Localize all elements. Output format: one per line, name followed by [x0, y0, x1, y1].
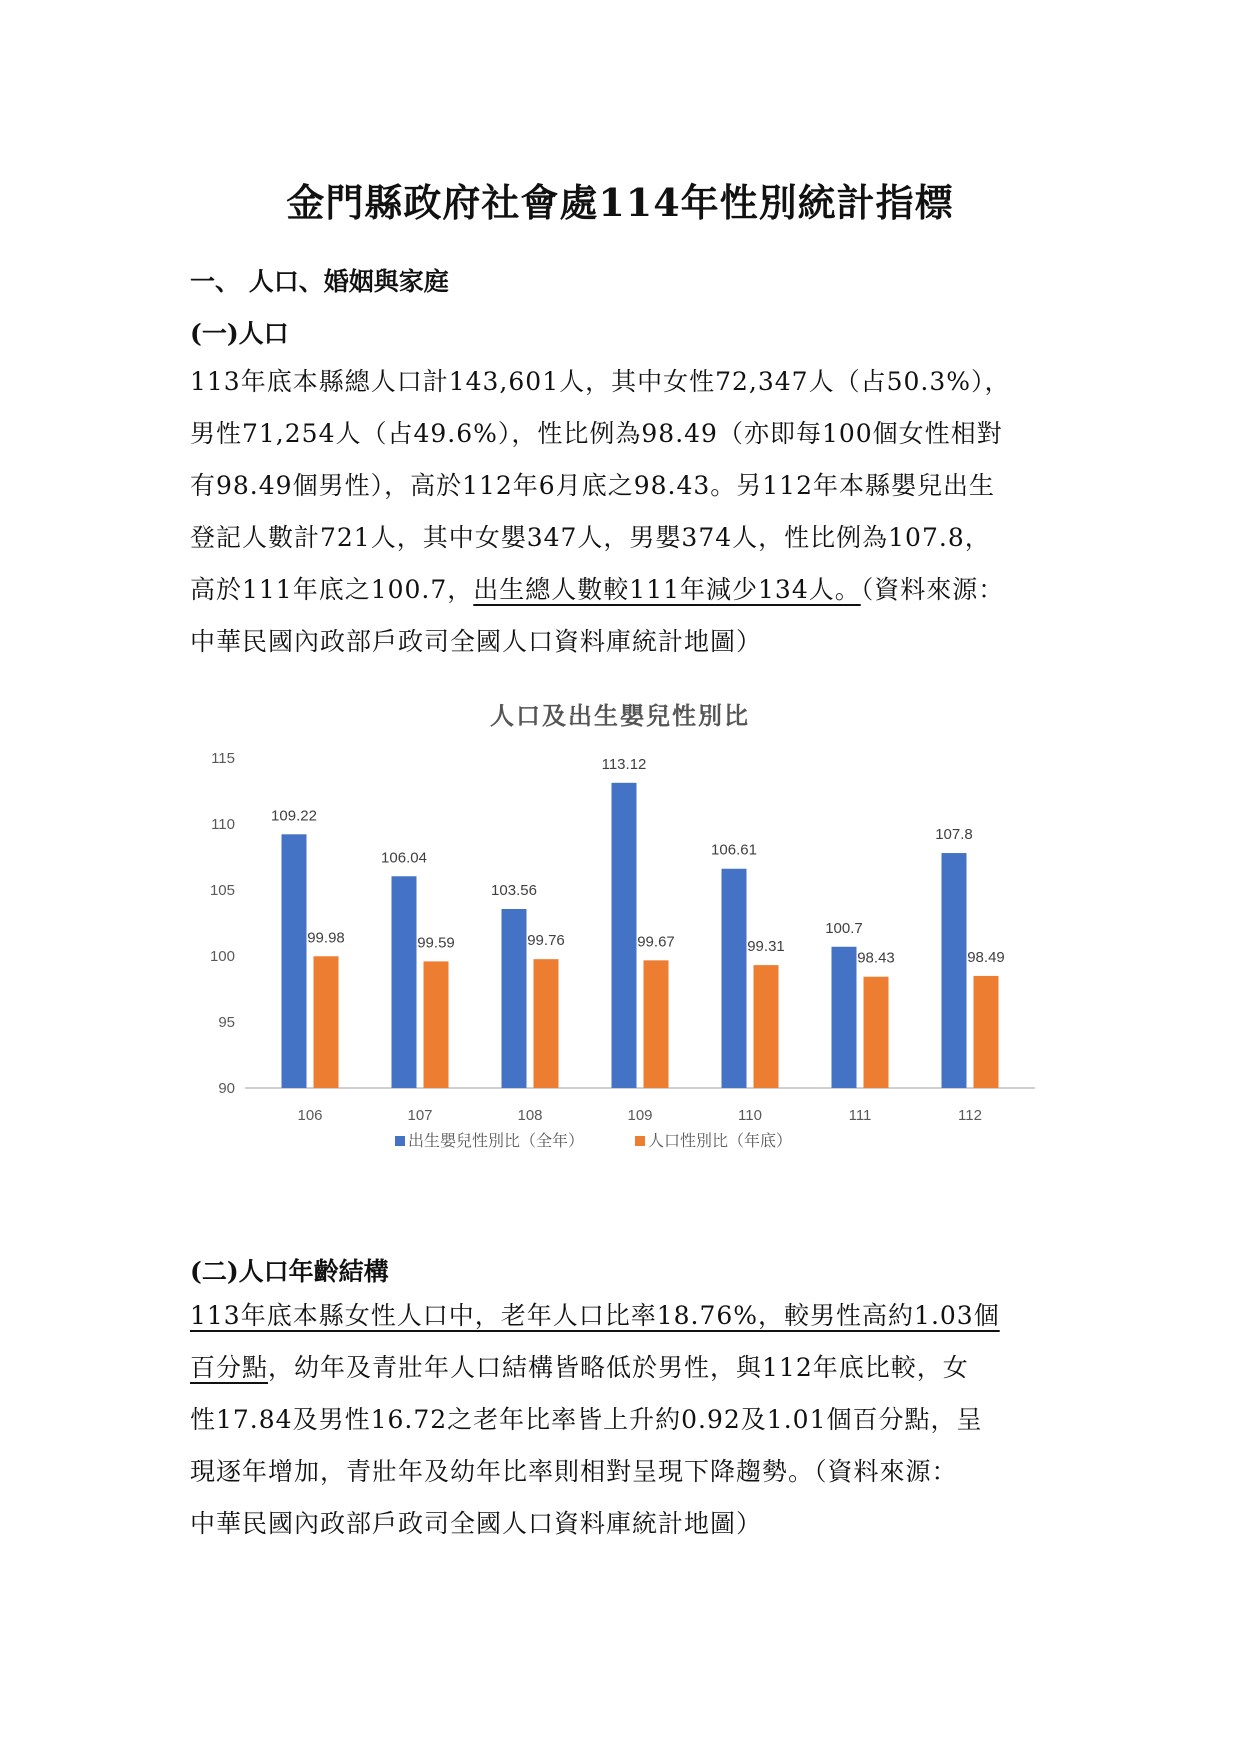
bar-population-sex-ratio — [534, 959, 559, 1088]
data-label: 98.43 — [857, 949, 895, 967]
data-label: 99.98 — [307, 929, 345, 947]
paragraph-line: 登記人數計721人，其中女嬰347人，男嬰374人，性比例為107.8， — [190, 523, 991, 552]
data-label: 106.04 — [381, 849, 427, 867]
data-label: 113.12 — [601, 755, 647, 773]
paragraph-line — [190, 564, 1060, 616]
legend-swatch — [395, 1136, 405, 1146]
chart-title: 人口及出生嬰兒性別比 — [490, 701, 750, 730]
y-tick-label: 110 — [211, 816, 235, 833]
bar-birth-sex-ratio — [502, 909, 527, 1088]
paragraph-line — [190, 1342, 1060, 1394]
x-tick-label: 110 — [738, 1107, 762, 1124]
paragraph-line: 男性71,254人（占49.6%），性比例為98.49（亦即每100個女性相對 — [190, 419, 1003, 448]
paragraph-text: （資料來源： — [860, 575, 1005, 604]
data-label: 99.59 — [417, 934, 455, 952]
age-structure-paragraph — [190, 1290, 1060, 1550]
data-label: 99.76 — [527, 932, 565, 950]
x-tick-label: 106 — [297, 1107, 323, 1124]
subsection-heading-age-structure: (二)人口年齡結構 — [190, 1257, 389, 1286]
y-tick-label: 95 — [218, 1014, 235, 1031]
paragraph-line: 有98.49個男性），高於112年6月底之98.43。另112年本縣嬰兒出生 — [190, 471, 995, 500]
paragraph-line: 現逐年增加，青壯年及幼年比率則相對呈現下降趨勢。（資料來源： — [190, 1457, 958, 1486]
bar-birth-sex-ratio — [942, 853, 967, 1088]
x-tick-label: 111 — [848, 1107, 872, 1124]
data-label: 99.31 — [747, 938, 785, 956]
data-label: 109.22 — [271, 807, 317, 825]
subsection-heading-population: (一)人口 — [190, 319, 289, 348]
data-label: 107.8 — [935, 826, 973, 844]
document-title: 金門縣政府社會處114年性別統計指標 — [286, 180, 954, 225]
paragraph-text: 高於111年底之100.7， — [190, 575, 474, 604]
bar-population-sex-ratio — [644, 960, 669, 1088]
section-heading-population: 一、 人口、婚姻與家庭 — [190, 267, 449, 296]
x-tick-label: 107 — [407, 1107, 433, 1124]
chart-canvas — [180, 680, 1060, 1180]
data-label: 99.67 — [637, 933, 675, 951]
bar-birth-sex-ratio — [392, 876, 417, 1088]
y-tick-label: 90 — [218, 1080, 235, 1097]
y-tick-label: 115 — [211, 750, 235, 767]
paragraph-line: 中華民國內政部戶政司全國人口資料庫統計地圖） — [190, 1509, 763, 1538]
underlined-text: 出生總人數較111年減少134人。 — [473, 575, 861, 604]
sex-ratio-chart — [180, 680, 1060, 1180]
bar-birth-sex-ratio — [612, 783, 637, 1088]
legend-label: 人口性別比（年底） — [648, 1133, 793, 1150]
underlined-text: 百分點 — [190, 1353, 269, 1382]
bar-birth-sex-ratio — [722, 869, 747, 1088]
paragraph-line: 中華民國內政部戶政司全國人口資料庫統計地圖） — [190, 627, 763, 656]
x-tick-label: 109 — [627, 1107, 653, 1124]
data-label: 100.7 — [825, 919, 863, 937]
data-label: 103.56 — [491, 882, 537, 900]
paragraph-line: 性17.84及男性16.72之老年比率皆上升約0.92及1.01個百分點，呈 — [190, 1405, 983, 1434]
population-paragraph — [190, 356, 1060, 668]
legend-swatch — [635, 1136, 645, 1146]
y-tick-label: 105 — [209, 882, 235, 899]
legend-label: 出生嬰兒性別比（全年） — [408, 1133, 585, 1150]
bar-birth-sex-ratio — [832, 947, 857, 1088]
bar-population-sex-ratio — [314, 956, 339, 1088]
bar-birth-sex-ratio — [282, 834, 307, 1088]
x-tick-label: 108 — [517, 1107, 543, 1124]
x-tick-label: 112 — [958, 1107, 982, 1124]
bar-population-sex-ratio — [864, 977, 889, 1088]
data-label: 98.49 — [967, 948, 1005, 966]
paragraph-line: 113年底本縣總人口計143,601人，其中女性72,347人（占50.3%）， — [190, 367, 1011, 396]
underlined-line: 113年底本縣女性人口中，老年人口比率18.76%，較男性高約1.03個 — [190, 1301, 1000, 1330]
data-label: 106.61 — [711, 841, 757, 859]
bar-population-sex-ratio — [974, 976, 999, 1088]
paragraph-text: ，幼年及青壯年人口結構皆略低於男性，與112年底比較，女 — [268, 1353, 969, 1382]
bar-population-sex-ratio — [754, 965, 779, 1088]
bar-population-sex-ratio — [424, 961, 449, 1088]
y-tick-label: 100 — [209, 948, 235, 965]
